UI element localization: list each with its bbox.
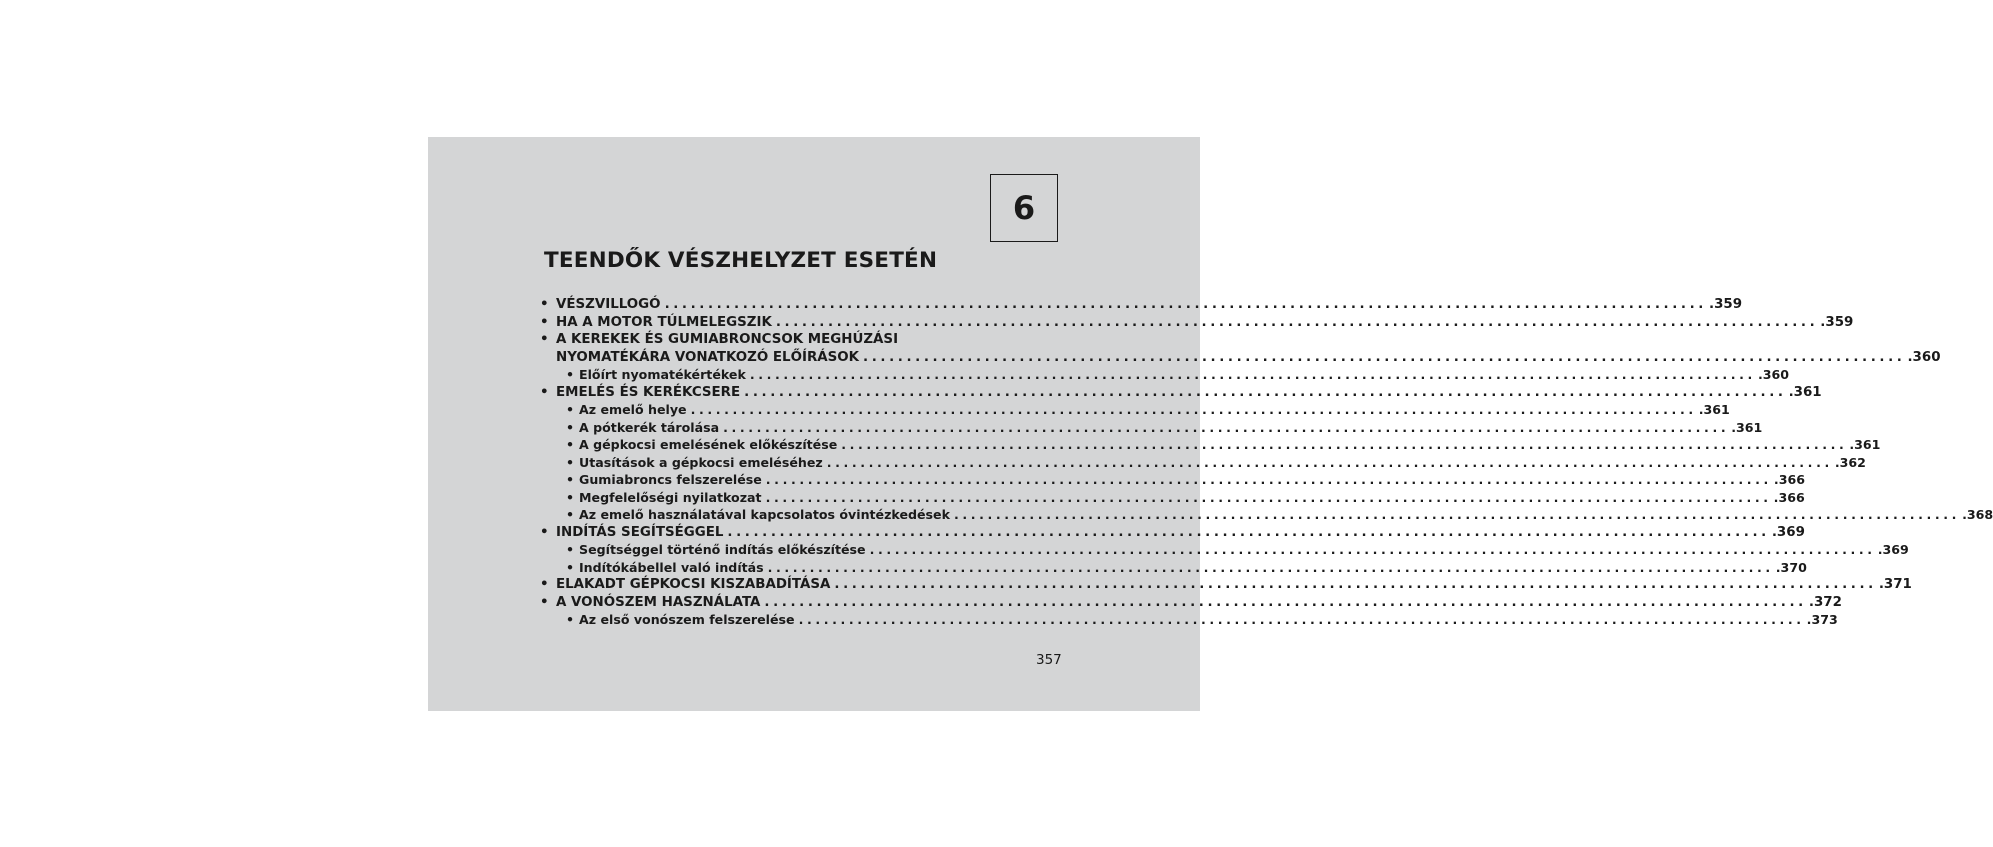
dot-leader: ........................................................................................................................ bbox=[765, 489, 1772, 505]
dot-leader: ........................................................................................................................ bbox=[744, 384, 1787, 400]
toc-entry[interactable] bbox=[540, 296, 1743, 314]
bullet-icon: • bbox=[540, 384, 549, 400]
dot-leader: ........................................................................................................................ bbox=[863, 349, 1906, 365]
toc-entry-page: .370 bbox=[1775, 559, 1807, 575]
bullet-icon: • bbox=[540, 524, 549, 540]
toc-entry-label: Utasítások a gépkocsi emeléséhez bbox=[579, 454, 823, 470]
toc-entry-label: Az emelő helye bbox=[579, 402, 687, 417]
toc-entry-label: Megfelelőségi nyilatkozat bbox=[579, 489, 762, 505]
chapter-number-box bbox=[990, 174, 1058, 242]
toc-entry-body bbox=[556, 594, 1842, 612]
dot-leader: ........................................................................................................................ bbox=[749, 367, 1756, 382]
toc-entry[interactable] bbox=[540, 419, 1763, 437]
toc-entry-page: .369 bbox=[1877, 542, 1909, 557]
dot-leader: ........................................................................................................................ bbox=[767, 559, 1774, 575]
toc-entry-body bbox=[556, 524, 1805, 542]
toc-entry-page: .368 bbox=[1962, 507, 1993, 522]
toc-entry-label: ELAKADT GÉPKOCSI KISZABADÍTÁSA bbox=[556, 577, 831, 592]
bullet-icon: • bbox=[566, 472, 575, 487]
toc-entry-label: Gumiabroncs felszerelése bbox=[579, 472, 762, 487]
toc-entry-label: NYOMATÉKÁRA VONATKOZÓ ELŐÍRÁSOK bbox=[556, 349, 860, 365]
bullet-icon: • bbox=[566, 367, 575, 382]
toc-entry-body bbox=[579, 489, 1805, 507]
toc-entry-page: .372 bbox=[1808, 594, 1842, 610]
bullet-icon: • bbox=[540, 314, 549, 330]
dot-leader: ........................................................................................................................ bbox=[869, 542, 1876, 557]
toc-entry-page: .366 bbox=[1773, 472, 1805, 487]
bullet-icon: • bbox=[540, 297, 549, 312]
toc-entry[interactable] bbox=[540, 576, 1912, 594]
toc-entry[interactable] bbox=[540, 559, 1807, 577]
dot-leader: ........................................................................................................................ bbox=[727, 524, 1770, 540]
toc-entry-page: .369 bbox=[1771, 524, 1805, 540]
toc-entry-page: .361 bbox=[1849, 437, 1881, 452]
toc-entry[interactable] bbox=[540, 594, 1842, 612]
toc-entry-page: .361 bbox=[1731, 419, 1763, 435]
chapter-number: 6 bbox=[1012, 189, 1036, 227]
toc-entry-body bbox=[556, 576, 1912, 594]
toc-entry-body bbox=[556, 349, 1941, 367]
toc-entry-page: .366 bbox=[1773, 489, 1805, 505]
toc-entry-body bbox=[579, 471, 1805, 489]
toc-entry-body bbox=[579, 506, 1993, 524]
bullet-icon: • bbox=[566, 559, 575, 575]
toc-entry[interactable] bbox=[540, 384, 1822, 402]
chapter-title: TEENDŐK VÉSZHELYZET ESETÉN bbox=[544, 248, 938, 273]
bullet-icon: • bbox=[566, 437, 575, 452]
bullet-icon: • bbox=[566, 542, 575, 557]
toc-entry[interactable] bbox=[540, 524, 1805, 542]
toc-entry-page: .359 bbox=[1820, 314, 1854, 330]
toc-entry-page: .360 bbox=[1757, 367, 1790, 382]
toc-entry[interactable] bbox=[540, 489, 1805, 507]
toc-entry-page: .360 bbox=[1907, 349, 1941, 365]
toc-entry-body bbox=[579, 559, 1807, 577]
toc-entry-label: Előírt nyomatékértékek bbox=[579, 367, 746, 382]
dot-leader: ........................................................................................................................ bbox=[775, 314, 1819, 330]
toc-entry-label: VÉSZVILLOGÓ bbox=[556, 297, 661, 312]
dot-leader: ........................................................................................................................ bbox=[690, 402, 1697, 417]
toc-entry-label: A VONÓSZEM HASZNÁLATA bbox=[556, 594, 761, 610]
toc-entry-label: A pótkerék tárolása bbox=[579, 419, 720, 435]
toc-entry[interactable] bbox=[540, 314, 1854, 332]
toc-entry-body bbox=[579, 436, 1881, 454]
dot-leader: ........................................................................................................................ bbox=[826, 454, 1833, 470]
toc-entry[interactable] bbox=[540, 454, 1866, 472]
toc-entry[interactable] bbox=[540, 541, 1909, 559]
toc-entry-body bbox=[556, 331, 1060, 349]
toc-entry[interactable] bbox=[540, 436, 1881, 454]
toc-entry-label: A gépkocsi emelésének előkészítése bbox=[579, 437, 838, 452]
toc-entry-page: .361 bbox=[1788, 384, 1822, 400]
toc-entry[interactable] bbox=[540, 611, 1838, 629]
toc-entry[interactable] bbox=[540, 349, 1941, 367]
toc-entry-body bbox=[579, 366, 1790, 384]
dot-leader: ........................................................................................................................ bbox=[664, 297, 1707, 312]
toc-entry-body bbox=[579, 419, 1763, 437]
table-of-contents bbox=[540, 296, 1993, 629]
toc-entry-label: Az első vonószem felszerelése bbox=[579, 612, 795, 627]
toc-entry-page: .362 bbox=[1834, 454, 1866, 470]
dot-leader: ........................................................................................................................ bbox=[841, 437, 1848, 452]
bullet-icon: • bbox=[540, 577, 549, 592]
dot-leader: ........................................................................................................................ bbox=[834, 577, 1877, 592]
toc-entry[interactable] bbox=[540, 366, 1790, 384]
toc-entry-body bbox=[579, 401, 1730, 419]
toc-entry-label: Indítókábellel való indítás bbox=[579, 559, 764, 575]
toc-entry-body bbox=[556, 384, 1822, 402]
toc-entry-body bbox=[579, 611, 1838, 629]
toc-entry-label: Segítséggel történő indítás előkészítése bbox=[579, 542, 866, 557]
bullet-icon: • bbox=[566, 612, 575, 627]
toc-entry-page: .371 bbox=[1878, 577, 1912, 592]
toc-entry-label: HA A MOTOR TÚLMELEGSZIK bbox=[556, 314, 772, 330]
toc-entry[interactable] bbox=[540, 471, 1805, 489]
bullet-icon: • bbox=[540, 332, 549, 347]
bullet-icon: • bbox=[540, 594, 549, 610]
toc-entry[interactable] bbox=[540, 331, 1060, 349]
toc-entry-body bbox=[579, 541, 1909, 559]
toc-entry-label: Az emelő használatával kapcsolatos óvintézkedések bbox=[579, 507, 950, 522]
dot-leader: ........................................................................................................................ bbox=[723, 419, 1730, 435]
toc-entry-label: EMELÉS ÉS KERÉKCSERE bbox=[556, 384, 741, 400]
toc-entry-page: .361 bbox=[1698, 402, 1730, 417]
toc-entry-label: A KEREKEK ÉS GUMIABRONCSOK MEGHÚZÁSI bbox=[556, 332, 899, 347]
toc-entry-page: .373 bbox=[1806, 612, 1838, 627]
toc-entry-label: INDÍTÁS SEGÍTSÉGGEL bbox=[556, 524, 724, 540]
toc-entry-body bbox=[579, 454, 1866, 472]
toc-entry[interactable] bbox=[540, 506, 1993, 524]
bullet-icon: • bbox=[566, 454, 575, 470]
page-number: 357 bbox=[1036, 652, 1062, 668]
dot-leader: ........................................................................................................................ bbox=[764, 594, 1807, 610]
dot-leader: ........................................................................................................................ bbox=[765, 472, 1772, 487]
toc-entry[interactable] bbox=[540, 401, 1730, 419]
bullet-icon: • bbox=[566, 489, 575, 505]
bullet-icon: • bbox=[566, 507, 575, 522]
bullet-icon: • bbox=[566, 419, 575, 435]
toc-entry-body bbox=[556, 296, 1743, 314]
bullet-icon: • bbox=[566, 402, 575, 417]
dot-leader: ........................................................................................................................ bbox=[798, 612, 1805, 627]
toc-entry-body bbox=[556, 314, 1854, 332]
toc-entry-page: .359 bbox=[1709, 297, 1743, 312]
dot-leader: ........................................................................................................................ bbox=[953, 507, 1961, 522]
